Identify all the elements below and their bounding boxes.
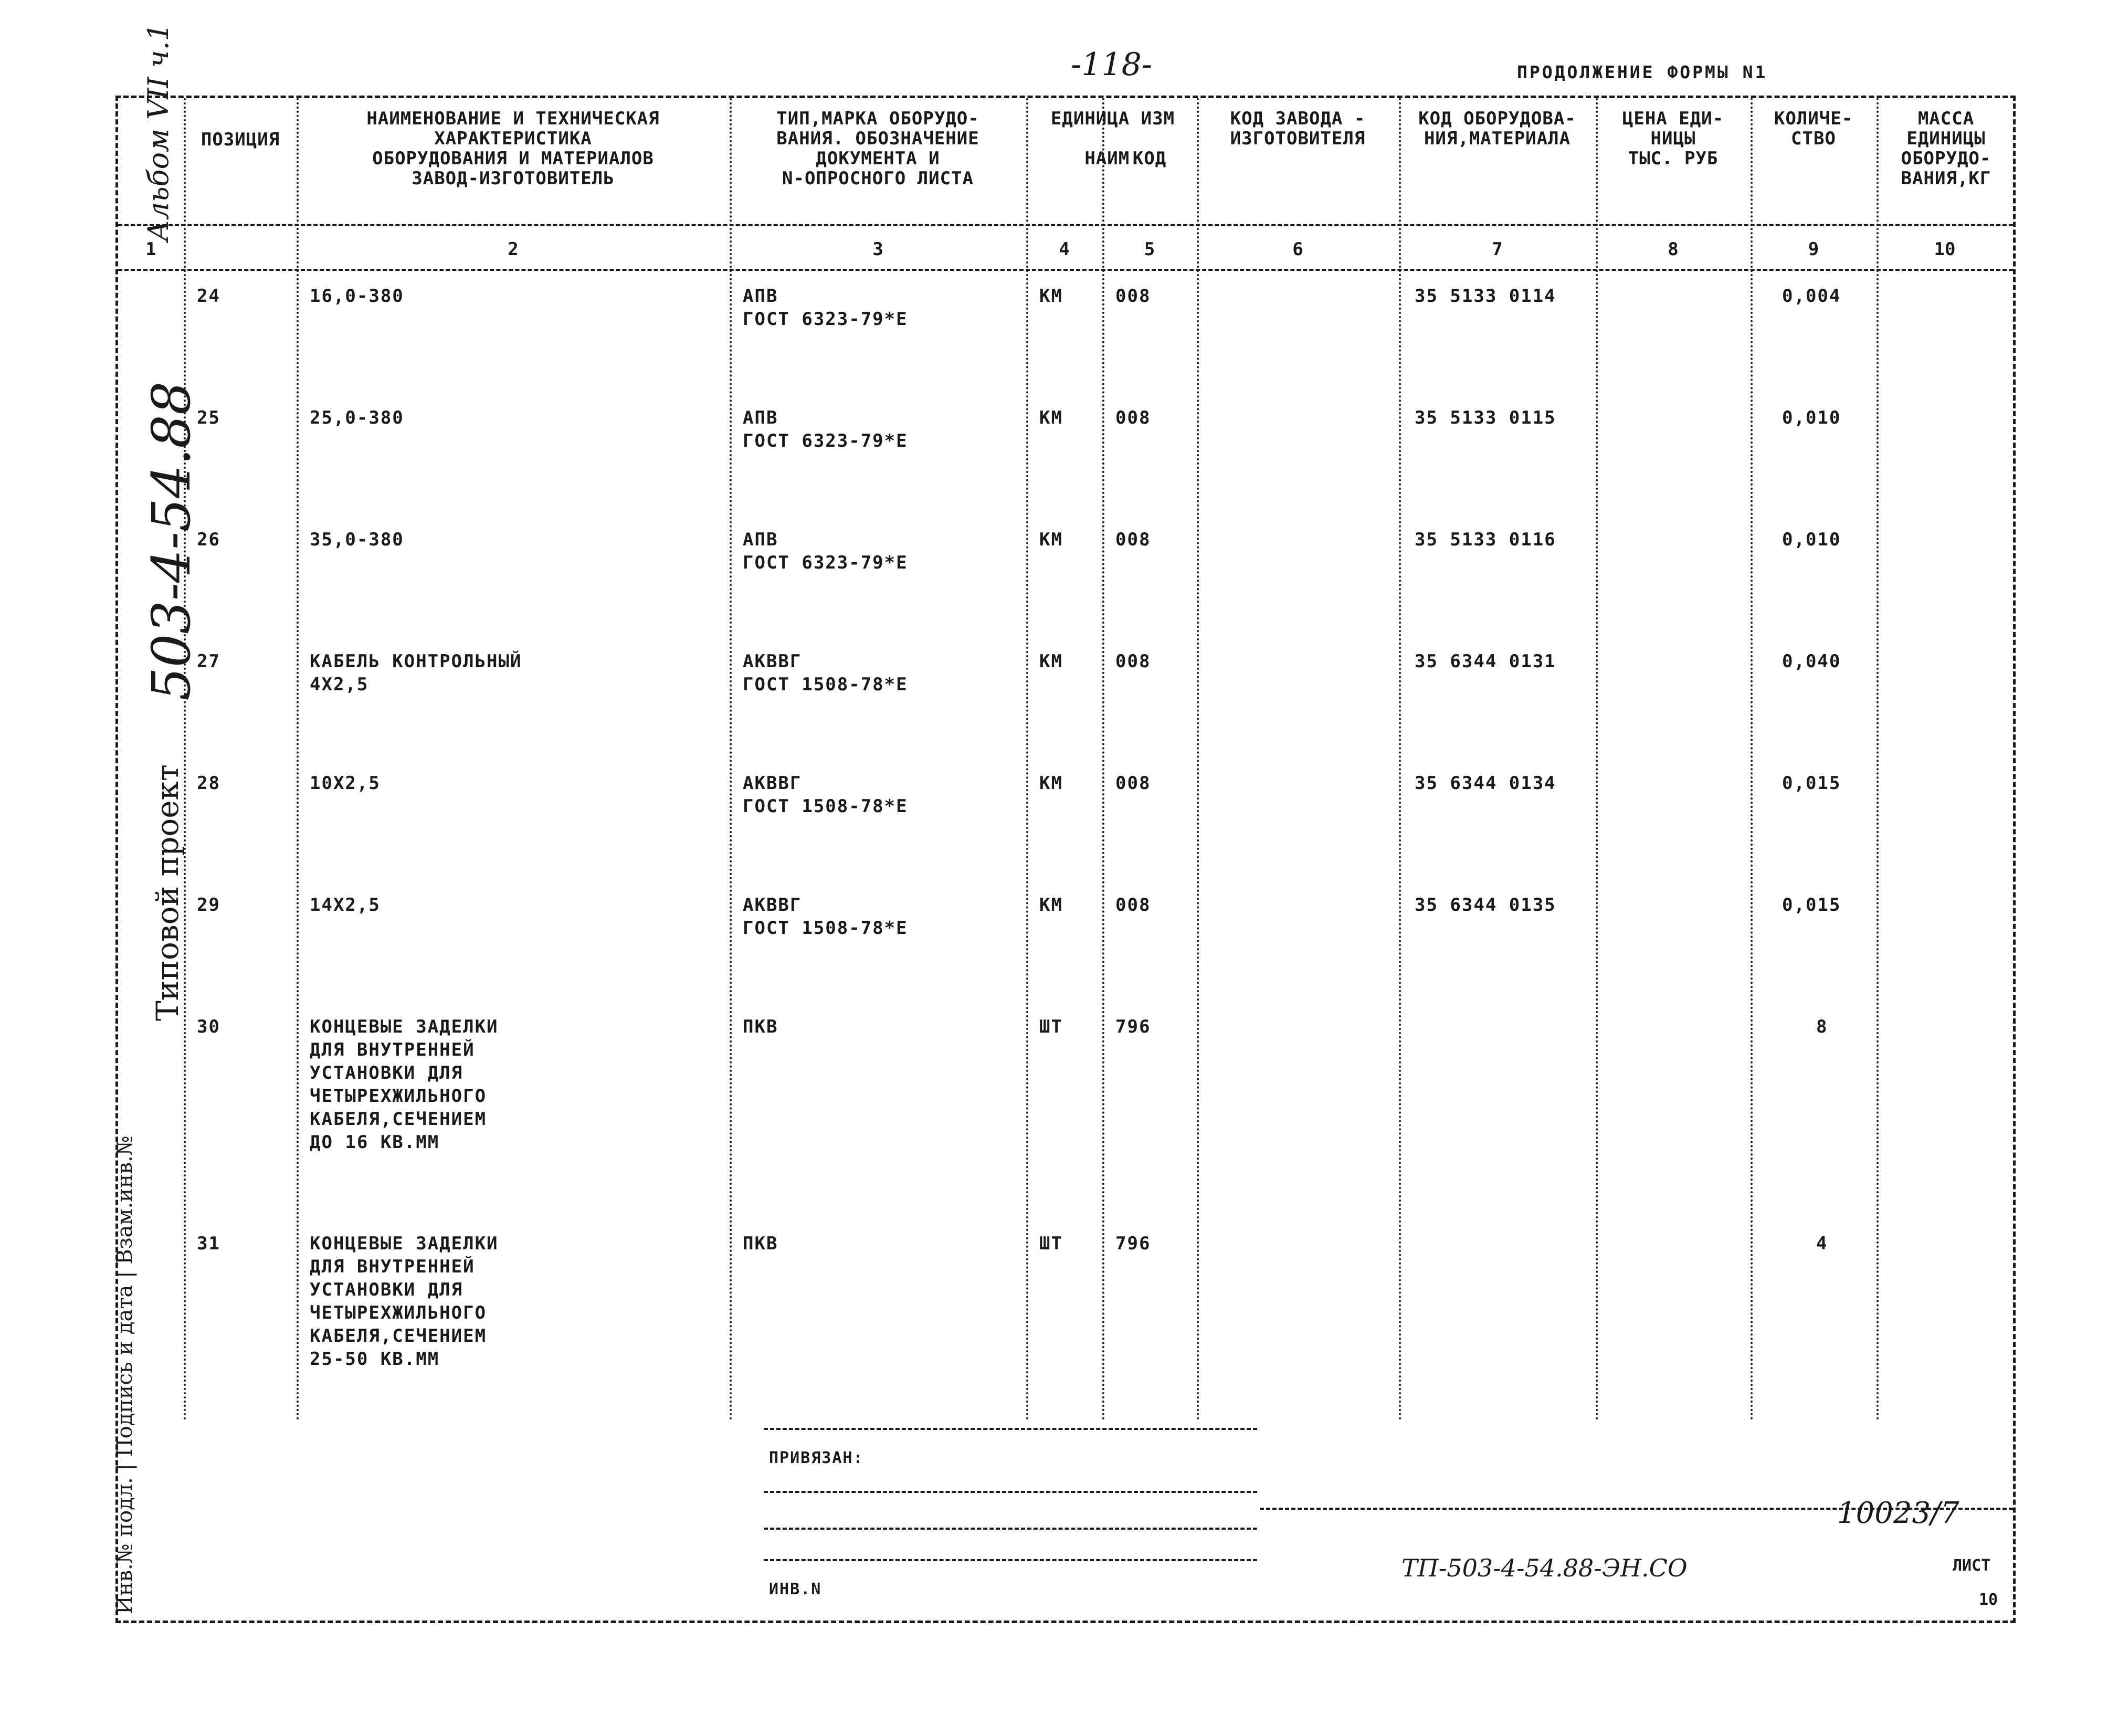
type-cell: АПВ ГОСТ 6323-79*Е (743, 286, 908, 330)
name-cell: 35,0-380 (310, 529, 404, 550)
header-quantity: КОЛИЧЕ- СТВО (1774, 108, 1853, 149)
unit-cell: ШТ (1039, 1016, 1063, 1037)
name-cell: КОНЦЕВЫЕ ЗАДЕЛКИ ДЛЯ ВНУТРЕННЕЙ УСТАНОВКИ ДЛЯ ЧЕТЫРЕХЖИЛЬНОГО КАБЕЛЯ,СЕЧЕНИЕМ 25-50 КВ.ММ (310, 1233, 499, 1370)
type-cell: АКВВГ ГОСТ 1508-78*Е (743, 895, 908, 939)
quantity-cell: 0,015 (1782, 895, 1841, 916)
table-row (118, 285, 2013, 406)
unit-cell: ШТ (1039, 1233, 1063, 1254)
type-cell: АКВВГ ГОСТ 1508-78*Е (743, 773, 908, 817)
name-cell: 14Х2,5 (310, 895, 381, 916)
quantity-cell: 0,015 (1782, 773, 1841, 794)
unit-code-cell: 796 (1115, 1233, 1151, 1254)
col-num: 4 (1059, 239, 1070, 260)
name-cell: 25,0-380 (310, 407, 404, 428)
position-cell: 28 (197, 773, 220, 794)
col-num: 3 (872, 239, 883, 260)
type-cell: ПКВ (743, 1233, 778, 1254)
type-cell: АКВВГ ГОСТ 1508-78*Е (743, 651, 908, 695)
page-number: -118- (1071, 46, 1153, 83)
header-position: ПОЗИЦИЯ (201, 129, 280, 150)
sheet-label: ЛИСТ (1953, 1556, 1991, 1575)
col-num: 9 (1808, 239, 1819, 260)
name-cell: КОНЦЕВЫЕ ЗАДЕЛКИ ДЛЯ ВНУТРЕННЕЙ УСТАНОВКИ ДЛЯ ЧЕТЫРЕХЖИЛЬНОГО КАБЕЛЯ,СЕЧЕНИЕМ ДО 16 КВ.ММ (310, 1016, 499, 1153)
position-cell: 24 (197, 286, 220, 307)
col-num: 1 (145, 239, 156, 260)
col-num: 2 (508, 239, 519, 260)
drawing-code: ТП-503-4-54.88-ЭН.СО (1401, 1554, 1688, 1582)
item-code-cell: 35 5133 0116 (1415, 529, 1556, 550)
quantity-cell: 4 (1816, 1233, 1828, 1254)
position-cell: 25 (197, 407, 220, 428)
name-cell: КАБЕЛЬ КОНТРОЛЬНЫЙ 4Х2,5 (310, 651, 522, 695)
quantity-cell: 0,004 (1782, 286, 1841, 307)
table-row (118, 1015, 2013, 1236)
unit-code-cell: 008 (1115, 407, 1151, 428)
unit-code-cell: 008 (1115, 286, 1151, 307)
name-cell: 16,0-380 (310, 286, 404, 307)
header-unit: ЕДИНИЦА ИЗМ НАИМ. (1050, 108, 1175, 169)
sheet-number: 10 (1979, 1591, 1998, 1609)
header-unit-code: КОД (1132, 148, 1167, 169)
item-code-cell: 35 5133 0114 (1415, 286, 1556, 307)
table-row (118, 772, 2013, 893)
header-item-code: КОД ОБОРУДОВА- НИЯ,МАТЕРИАЛА (1418, 108, 1576, 149)
unit-cell: КМ (1039, 529, 1063, 550)
unit-cell: КМ (1039, 286, 1063, 307)
col-num: 6 (1292, 239, 1303, 260)
quantity-cell: 0,040 (1782, 651, 1841, 672)
header-name: НАИМЕНОВАНИЕ И ТЕХНИЧЕСКАЯ ХАРАКТЕРИСТИКА ОБОРУДОВАНИЯ И МАТЕРИАЛОВ ЗАВОД-ИЗГОТОВИТЕЛЬ (366, 108, 660, 189)
project-number: 503-4-54.88 (141, 381, 202, 701)
type-cell: АПВ ГОСТ 6323-79*Е (743, 407, 908, 451)
unit-code-cell: 008 (1115, 773, 1151, 794)
position-cell: 30 (197, 1016, 220, 1037)
header-type: ТИП,МАРКА ОБОРУДО- ВАНИЯ. ОБОЗНАЧЕНИЕ ДОКУМЕНТА И N-ОПРОСНОГО ЛИСТА (776, 108, 979, 189)
position-cell: 31 (197, 1233, 220, 1254)
table-row (118, 406, 2013, 528)
item-code-cell: 35 5133 0115 (1415, 407, 1556, 428)
linked-label: ПРИВЯЗАН: (769, 1449, 864, 1467)
unit-cell: КМ (1039, 651, 1063, 672)
project-label: Типовой проект (150, 764, 185, 1021)
position-cell: 27 (197, 651, 220, 672)
unit-code-cell: 008 (1115, 529, 1151, 550)
unit-code-cell: 008 (1115, 895, 1151, 916)
unit-cell: КМ (1039, 895, 1063, 916)
header-factory-code: КОД ЗАВОДА - ИЗГОТОВИТЕЛЯ (1230, 108, 1366, 149)
col-num: 7 (1492, 239, 1503, 260)
position-cell: 26 (197, 529, 220, 550)
col-num: 10 (1934, 239, 1956, 260)
col-num: 5 (1144, 239, 1155, 260)
table-row (118, 1232, 2013, 1411)
unit-cell: КМ (1039, 407, 1063, 428)
item-code-cell: 35 6344 0135 (1415, 895, 1556, 916)
type-cell: ПКВ (743, 1016, 778, 1037)
quantity-cell: 0,010 (1782, 529, 1841, 550)
document-number: 10023/7 (1837, 1496, 1959, 1530)
position-cell: 29 (197, 895, 220, 916)
header-price: ЦЕНА ЕДИ- НИЦЫ ТЫС. РУБ (1622, 108, 1724, 169)
type-cell: АПВ ГОСТ 6323-79*Е (743, 529, 908, 573)
col-num: 8 (1668, 239, 1679, 260)
table-row (118, 528, 2013, 650)
header-mass: МАССА ЕДИНИЦЫ ОБОРУДО- ВАНИЯ,КГ (1901, 108, 1991, 189)
specification-table (115, 96, 2016, 1623)
name-cell: 10Х2,5 (310, 773, 381, 794)
album-label: Альбом VII ч.1 (142, 23, 175, 241)
quantity-cell: 0,010 (1782, 407, 1841, 428)
item-code-cell: 35 6344 0131 (1415, 651, 1556, 672)
linked-stamp (764, 1428, 1257, 1617)
unit-code-cell: 796 (1115, 1016, 1151, 1037)
table-row (118, 893, 2013, 1015)
stamp-labels: Инв.№ подл. | Подпись и дата | Взам.инв.№ (113, 1135, 137, 1614)
unit-cell: КМ (1039, 773, 1063, 794)
unit-code-cell: 008 (1115, 651, 1151, 672)
quantity-cell: 8 (1816, 1016, 1828, 1037)
inv-label: ИНВ.N (769, 1580, 822, 1598)
item-code-cell: 35 6344 0134 (1415, 773, 1556, 794)
table-row (118, 650, 2013, 772)
continuation-title: ПРОДОЛЖЕНИЕ ФОРМЫ N1 (1517, 62, 1768, 82)
